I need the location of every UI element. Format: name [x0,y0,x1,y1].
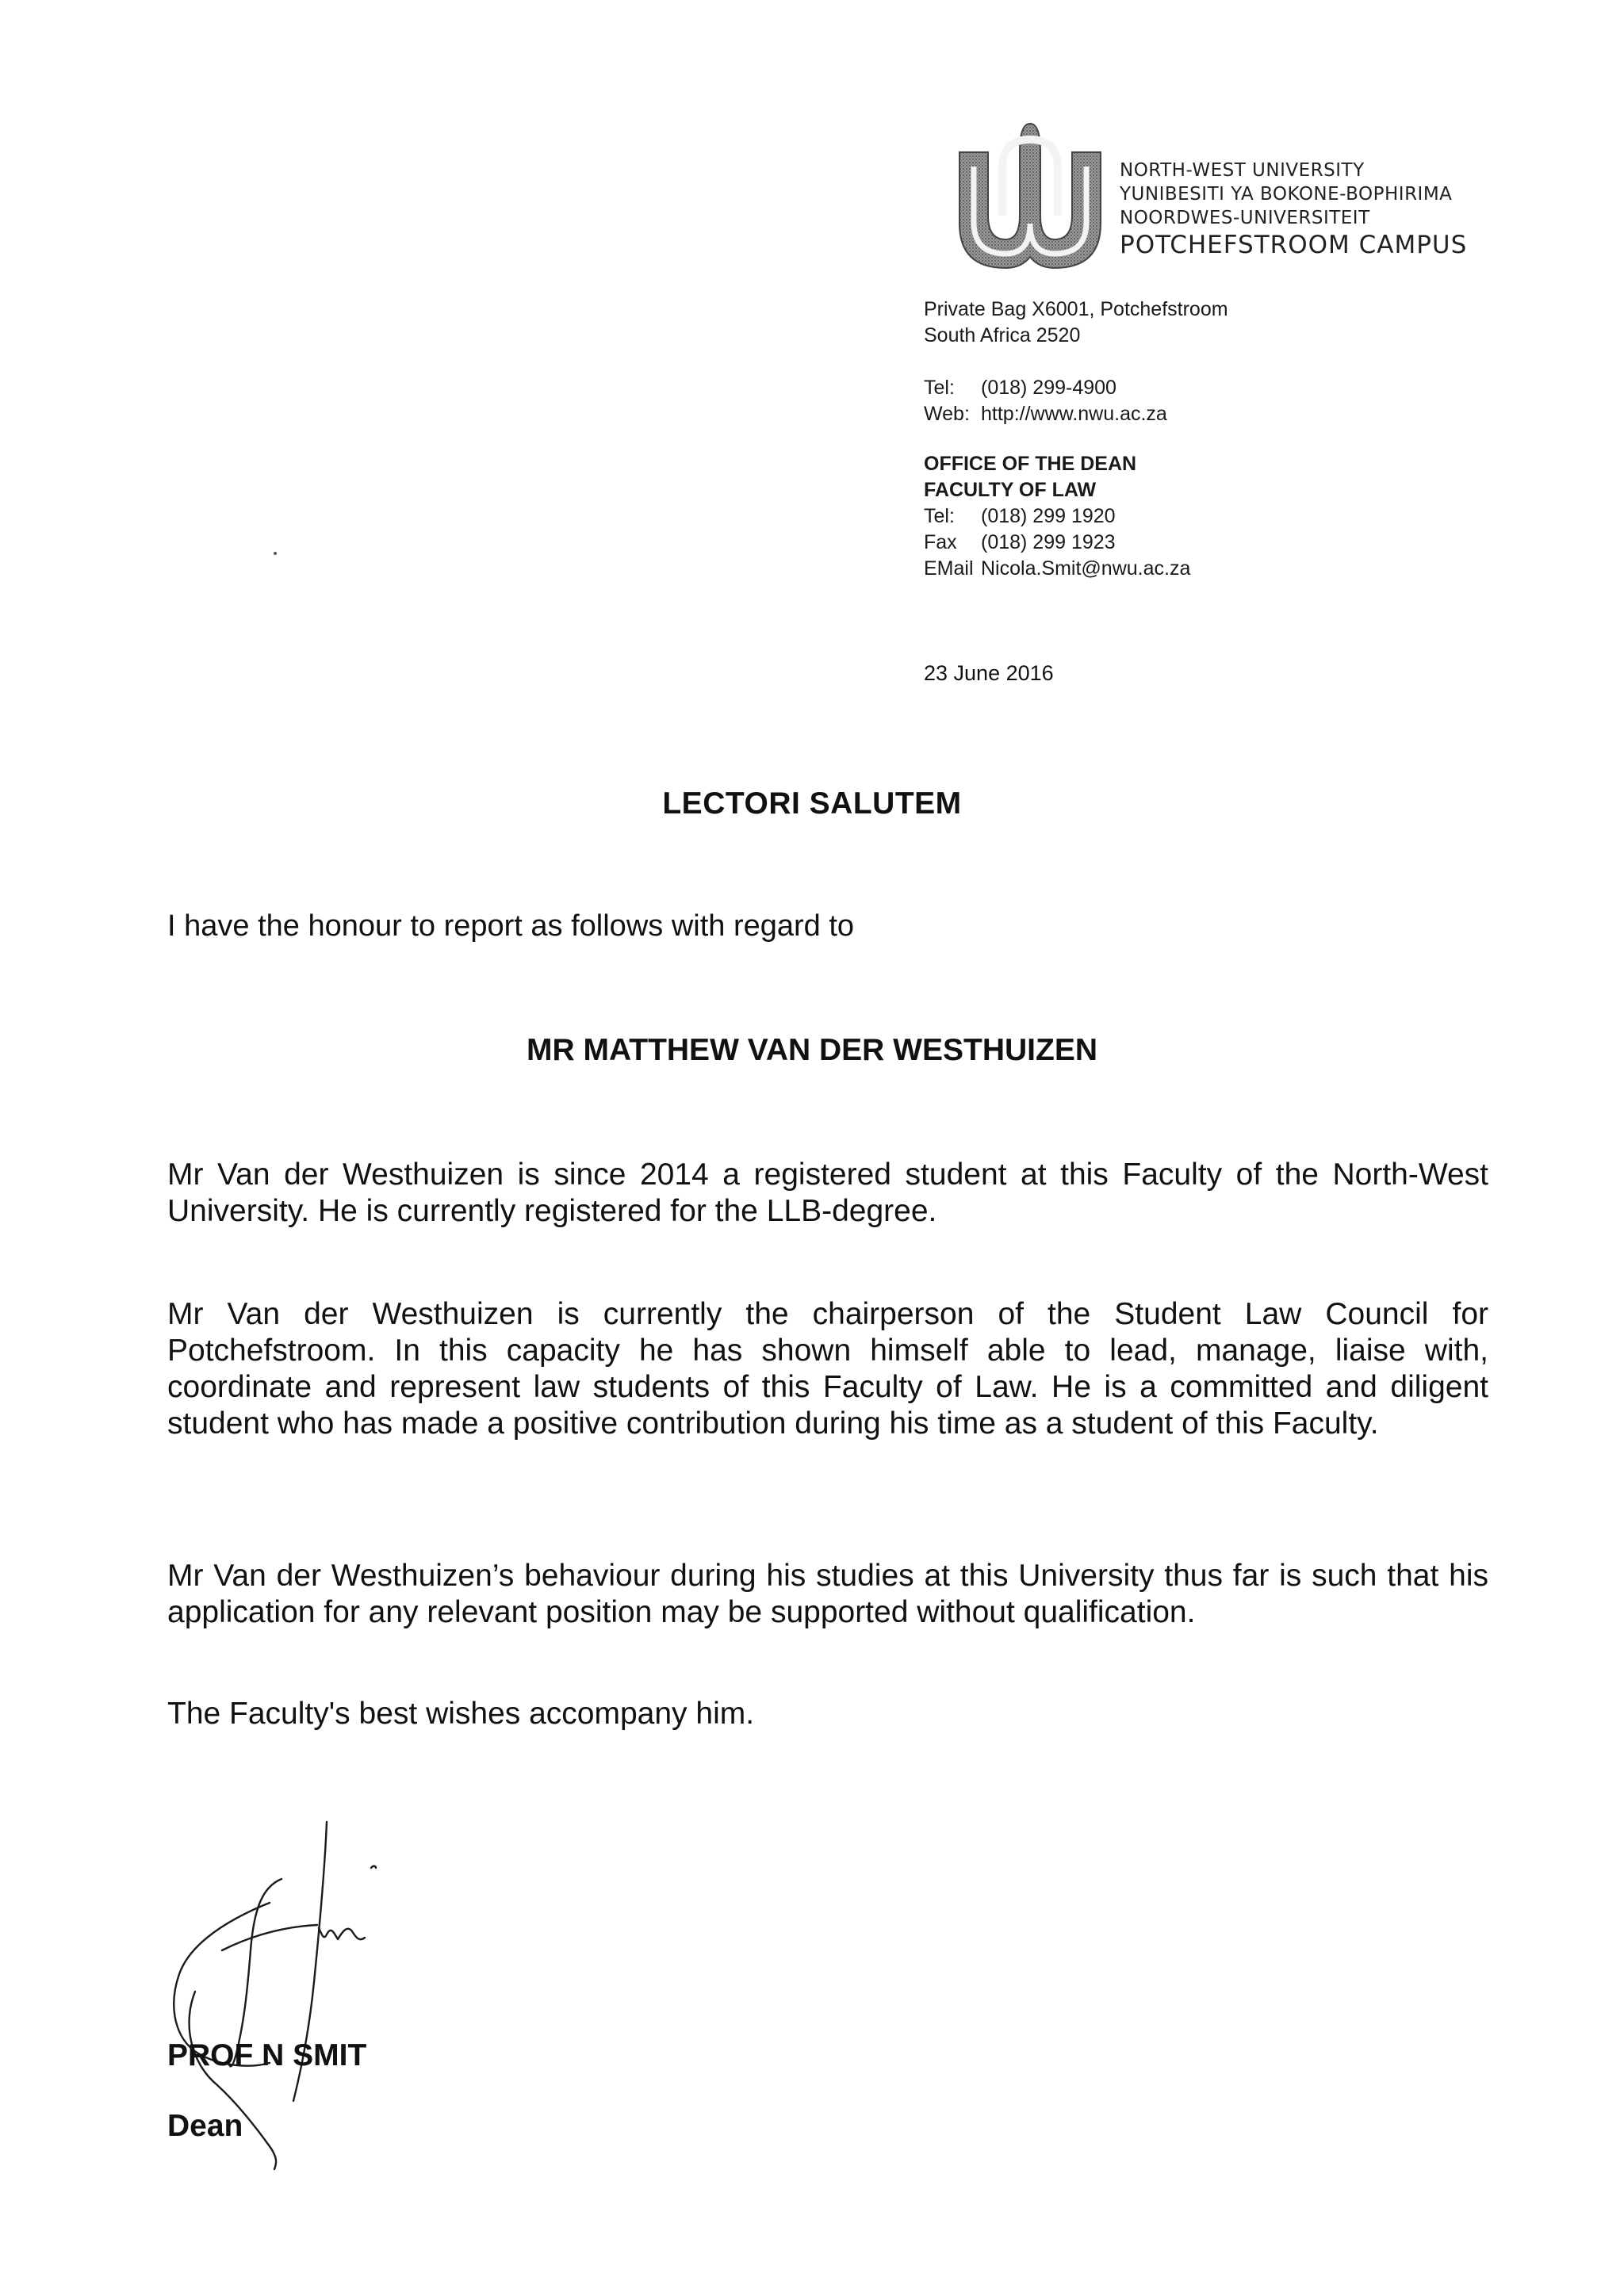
office-email-label: EMail [924,557,974,580]
office-email-value: Nicola.Smit@nwu.ac.za [981,557,1191,580]
office-fax-value: (018) 299 1923 [981,531,1116,553]
office-email [924,556,1400,582]
web-label: Web: [924,403,970,425]
contact-block [924,297,1400,582]
salutation-heading: LECTORI SALUTEM [662,786,962,821]
campus-name: POTCHEFSTROOM CAMPUS [1120,231,1468,259]
address-line-2: South Africa 2520 [924,324,1081,346]
university-name-english: NORTH-WEST UNIVERSITY [1120,160,1365,181]
university-name-afrikaans: NOORDWES-UNIVERSITEIT [1120,208,1370,228]
tel-value: (018) 299-4900 [981,377,1116,399]
address-line-1: Private Bag X6001, Potchefstroom [924,298,1228,320]
office-fax [924,530,1400,556]
office-of-dean: OFFICE OF THE DEAN [924,453,1137,475]
scan-speck [274,552,277,555]
university-name-setswana: YUNIBESITI YA BOKONE-BOPHIRIMA [1120,184,1453,205]
faculty-name: FACULTY OF LAW [924,479,1097,501]
signer-title: Dean [167,2109,243,2143]
student-name-heading: MR MATTHEW VAN DER WESTHUIZEN [527,1033,1097,1067]
university-phone [924,375,1400,401]
university-web [924,401,1400,427]
paragraph-behaviour: Mr Van der Westhuizen’s behaviour during his studies at this University thus far is such that his application for any relevant position may be supported without qualification. [167,1559,1488,1629]
closing-line: The Faculty's best wishes accompany him. [167,1697,755,1731]
office-tel-label: Tel: [924,505,955,527]
university-names [1120,159,1595,261]
intro-line: I have the honour to report as follows with regard to [167,909,855,943]
web-value: http://www.nwu.ac.za [981,403,1167,425]
nwu-logo-icon [956,121,1104,271]
letter-date: 23 June 2016 [924,661,1054,685]
signer-name: PROF N SMIT [167,2038,367,2072]
office-tel-value: (018) 299 1920 [981,505,1116,527]
paragraph-registration: Mr Van der Westhuizen is since 2014 a registered student at this Faculty of the North-West University. He is currently registered for the LLB-degree. [167,1158,1488,1228]
tel-label: Tel: [924,377,955,399]
office-fax-label: Fax [924,531,957,553]
paragraph-chairperson: Mr Van der Westhuizen is currently the chairperson of the Student Law Council for Potchefstroom. In this capacity he has shown himself able to lead, manage, liaise with, coordinate and represent law students of this Faculty of Law. He is a committed and diligent student who has made a positive contribution during his time as a student of this Faculty. [167,1297,1488,1441]
office-phone [924,503,1400,530]
